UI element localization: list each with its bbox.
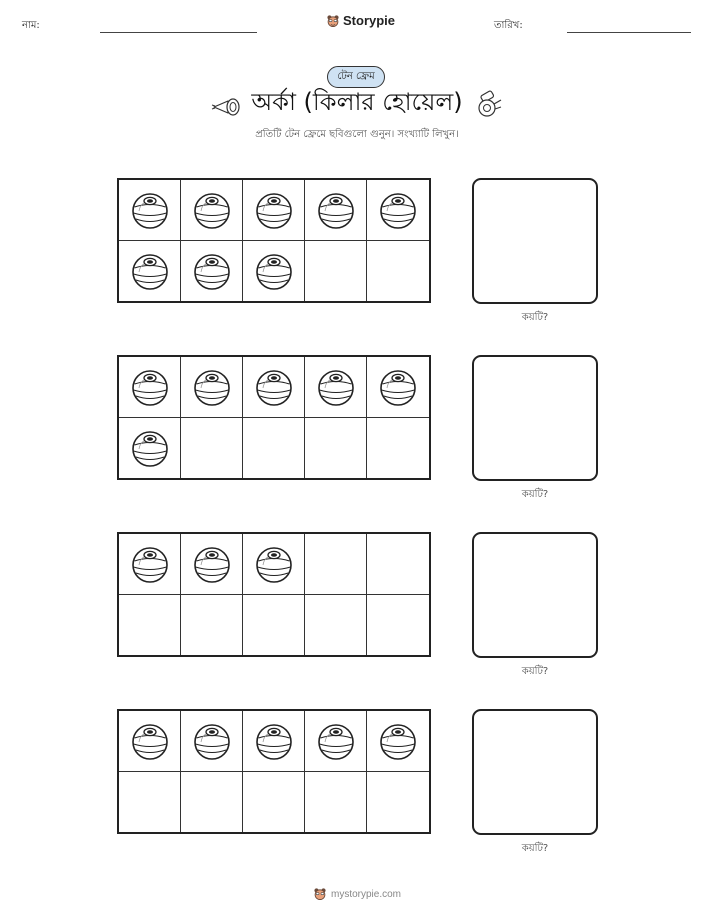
- footer: [0, 887, 714, 901]
- frame-cell: [181, 418, 243, 479]
- frame-cell: [243, 772, 305, 833]
- bead-icon: [316, 721, 356, 761]
- frame-cell: [119, 241, 181, 302]
- frame-cell: [119, 595, 181, 656]
- bead-icon: [316, 190, 356, 230]
- question-label: কয়টি?: [521, 666, 549, 677]
- frame-cell: [119, 180, 181, 241]
- ten-frame-4: [117, 709, 431, 834]
- frame-cell: [243, 418, 305, 479]
- frame-cell: [305, 595, 367, 656]
- worksheet-type-badge: টেন ফ্রেম: [327, 66, 385, 88]
- ten-frame-2: [117, 355, 431, 480]
- page-title: অর্কা (কিলার হোয়েল): [251, 88, 463, 116]
- frame-cell: [119, 711, 181, 772]
- question-label: কয়টি?: [521, 489, 549, 500]
- question-label: কয়টি?: [521, 843, 549, 854]
- bead-icon: [130, 428, 170, 468]
- ten-frame-3: [117, 532, 431, 657]
- bead-icon: [130, 251, 170, 291]
- frame-cell: [367, 418, 429, 479]
- frame-cell: [367, 180, 429, 241]
- frame-cell: [305, 772, 367, 833]
- frame-cell: [367, 241, 429, 302]
- question-label: কয়টি?: [521, 312, 549, 323]
- frame-cell: [119, 772, 181, 833]
- brand-name: Storypie: [343, 13, 396, 28]
- bead-icon: [192, 721, 232, 761]
- frame-cell: [243, 241, 305, 302]
- storypie-logo-icon: [326, 14, 340, 28]
- frame-cell: [243, 357, 305, 418]
- frame-cell: [119, 534, 181, 595]
- frame-cell: [305, 711, 367, 772]
- date-label: তারিখ:: [494, 20, 523, 31]
- bead-icon: [130, 367, 170, 407]
- frame-cell: [243, 180, 305, 241]
- frame-cell: [243, 711, 305, 772]
- bead-icon: [378, 367, 418, 407]
- bead-icon: [254, 251, 294, 291]
- frame-cell: [305, 534, 367, 595]
- frame-cell: [181, 595, 243, 656]
- bead-icon: [378, 190, 418, 230]
- bead-icon: [192, 544, 232, 584]
- frame-cell: [119, 357, 181, 418]
- bead-icon: [254, 190, 294, 230]
- brand: [326, 13, 395, 28]
- date-line[interactable]: [567, 32, 691, 33]
- frame-cell: [367, 772, 429, 833]
- name-line[interactable]: [100, 32, 257, 33]
- bead-icon: [192, 251, 232, 291]
- answer-box-3[interactable]: [472, 532, 598, 658]
- whistle-icon: [474, 90, 504, 120]
- frame-cell: [181, 711, 243, 772]
- ten-frame-1: [117, 178, 431, 303]
- bead-icon: [254, 721, 294, 761]
- frame-cell: [305, 357, 367, 418]
- frame-cell: [243, 595, 305, 656]
- bead-icon: [192, 190, 232, 230]
- frame-cell: [181, 180, 243, 241]
- bead-icon: [378, 721, 418, 761]
- bead-icon: [316, 367, 356, 407]
- frame-cell: [181, 357, 243, 418]
- bead-icon: [130, 190, 170, 230]
- answer-box-2[interactable]: [472, 355, 598, 481]
- frame-cell: [367, 711, 429, 772]
- name-label: নাম:: [22, 20, 40, 31]
- bead-icon: [130, 721, 170, 761]
- frame-cell: [305, 241, 367, 302]
- answer-box-1[interactable]: [472, 178, 598, 304]
- bead-icon: [192, 367, 232, 407]
- instruction-text: প্রতিটি টেন ফ্রেমে ছবিগুলো গুনুন। সংখ্যাটি লিখুন।: [255, 129, 459, 140]
- bead-icon: [130, 544, 170, 584]
- frame-cell: [305, 418, 367, 479]
- frame-cell: [243, 534, 305, 595]
- frame-cell: [181, 241, 243, 302]
- footer-link[interactable]: mystorypie.com: [330, 888, 401, 900]
- bead-icon: [254, 367, 294, 407]
- frame-cell: [119, 418, 181, 479]
- frame-cell: [367, 357, 429, 418]
- frame-cell: [305, 180, 367, 241]
- storypie-logo-icon: [313, 887, 327, 901]
- frame-cell: [181, 534, 243, 595]
- answer-box-4[interactable]: [472, 709, 598, 835]
- frame-cell: [367, 534, 429, 595]
- bead-icon: [254, 544, 294, 584]
- frame-cell: [367, 595, 429, 656]
- frame-cell: [181, 772, 243, 833]
